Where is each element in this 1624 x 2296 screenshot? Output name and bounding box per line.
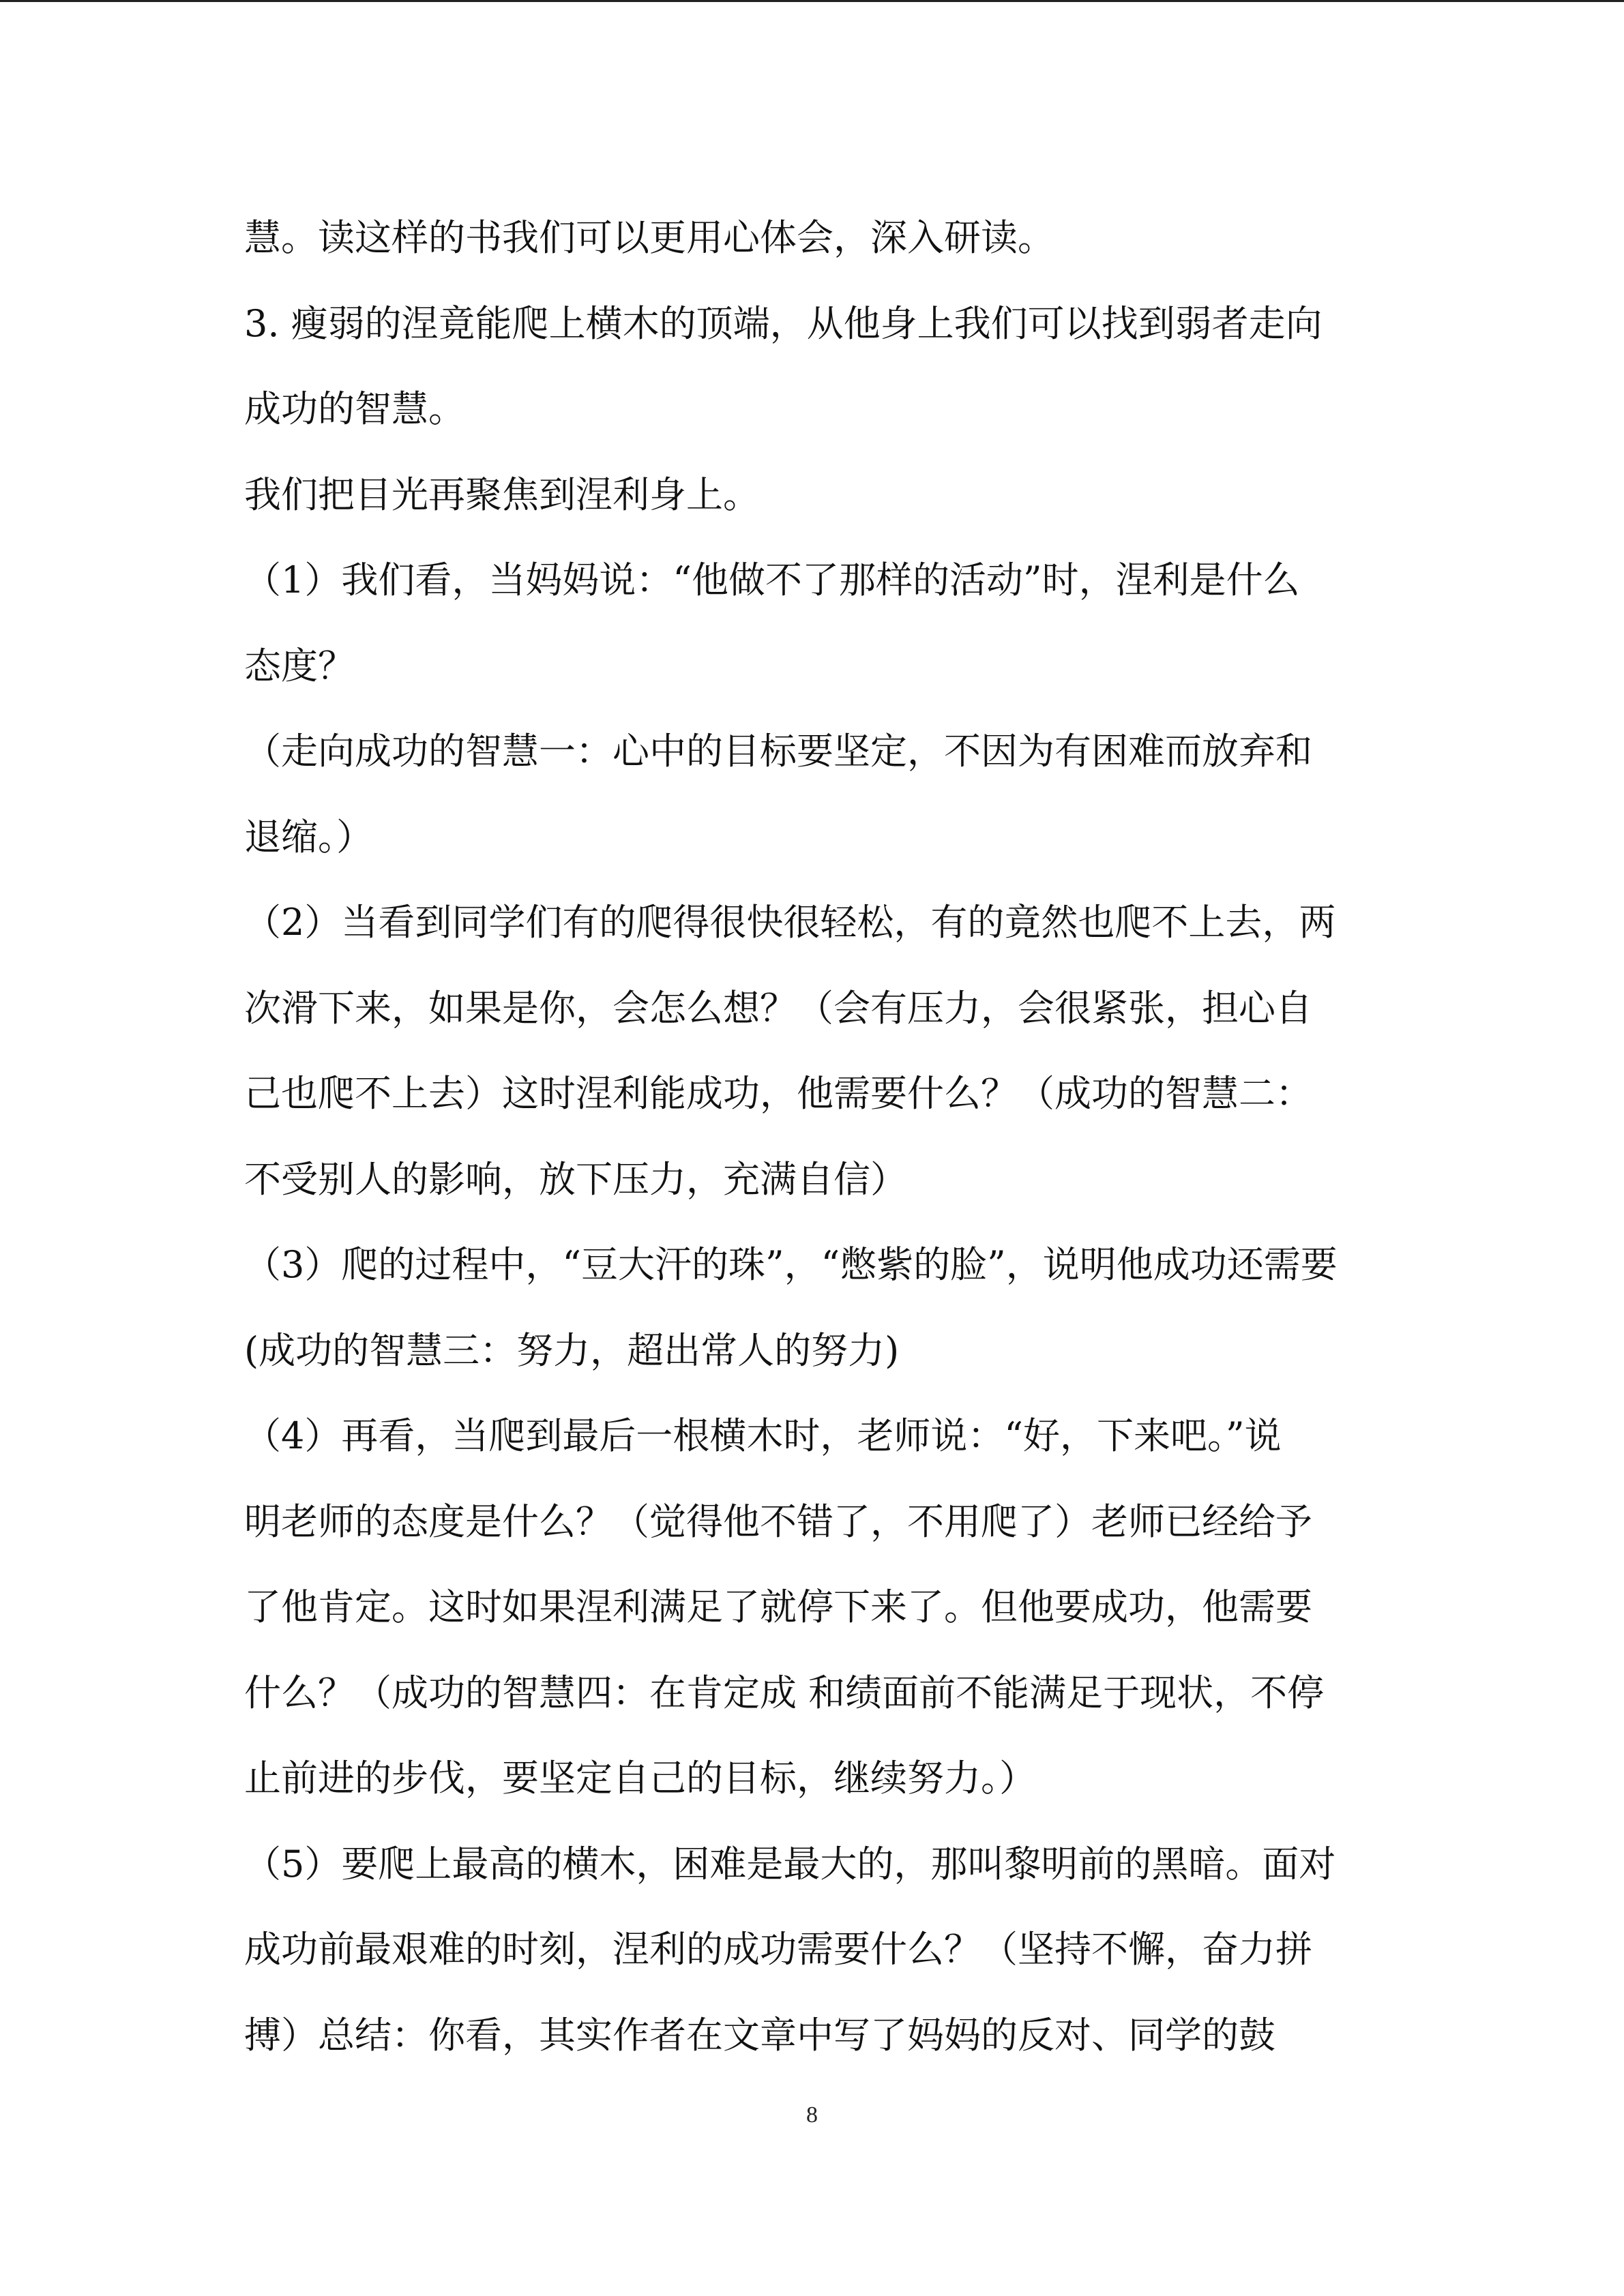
body-text (244, 195, 1383, 2078)
text-line: 己也爬不上去）这时涅利能成功，他需要什么？（成功的智慧二： (244, 1072, 1312, 1115)
text-line: 态度？ (244, 644, 355, 687)
text-line: 我们把目光再聚焦到涅利身上。 (244, 473, 760, 516)
text-line: 成功前最艰难的时刻，涅利的成功需要什么？（坚持不懈，奋力拼 (244, 1928, 1312, 1971)
text-line: 明老师的态度是什么？（觉得他不错了，不用爬了）老师已经给予 (244, 1500, 1312, 1543)
text-line: （走向成功的智慧一：心中的目标要坚定，不因为有困难而放弃和 (244, 730, 1312, 773)
top-border-line (0, 0, 1624, 2)
text-line: 了他肯定。这时如果涅利满足了就停下来了。但他要成功，他需要 (244, 1585, 1312, 1628)
text-line: 退缩。） (244, 815, 373, 859)
text-line: 什么？（成功的智慧四：在肯定成 和绩面前不能满足于现状，不停 (244, 1671, 1325, 1714)
text-line: 搏）总结：你看，其实作者在文章中写了妈妈的反对、同学的鼓 (244, 2013, 1275, 2057)
text-line: 慧。读这样的书我们可以更用心体会，深入研读。 (244, 216, 1054, 259)
text-line: （4）再看，当爬到最后一根横木时，老师说：“好，下来吧。”说 (244, 1414, 1282, 1457)
text-line: （2）当看到同学们有的爬得很快很轻松，有的竟然也爬不上去，两 (244, 901, 1336, 944)
text-line: （1）我们看，当妈妈说：“他做不了那样的活动”时，涅利是什么 (244, 558, 1300, 601)
text-line: （3）爬的过程中，“豆大汗的珠”，“憋紫的脸”，说明他成功还需要 (244, 1243, 1338, 1286)
text-line: 3. 瘦弱的涅竟能爬上横木的顶端，从他身上我们可以找到弱者走向 (244, 301, 1323, 345)
text-line: 止前进的步伐，要坚定自己的目标，继续努力。） (244, 1757, 1036, 1800)
text-line: 成功的智慧。 (244, 387, 465, 430)
text-line: (成功的智慧三：努力，超出常人的努力) (244, 1328, 900, 1372)
text-line: 次滑下来，如果是你，会怎么想？（会有压力，会很紧张，担心自 (244, 986, 1312, 1030)
text-line: 不受别人的影响，放下压力，充满自信） (244, 1157, 907, 1201)
page-number: 8 (806, 2102, 818, 2128)
text-line: （5）要爬上最高的横木，困难是最大的，那叫黎明前的黑暗。面对 (244, 1842, 1336, 1885)
